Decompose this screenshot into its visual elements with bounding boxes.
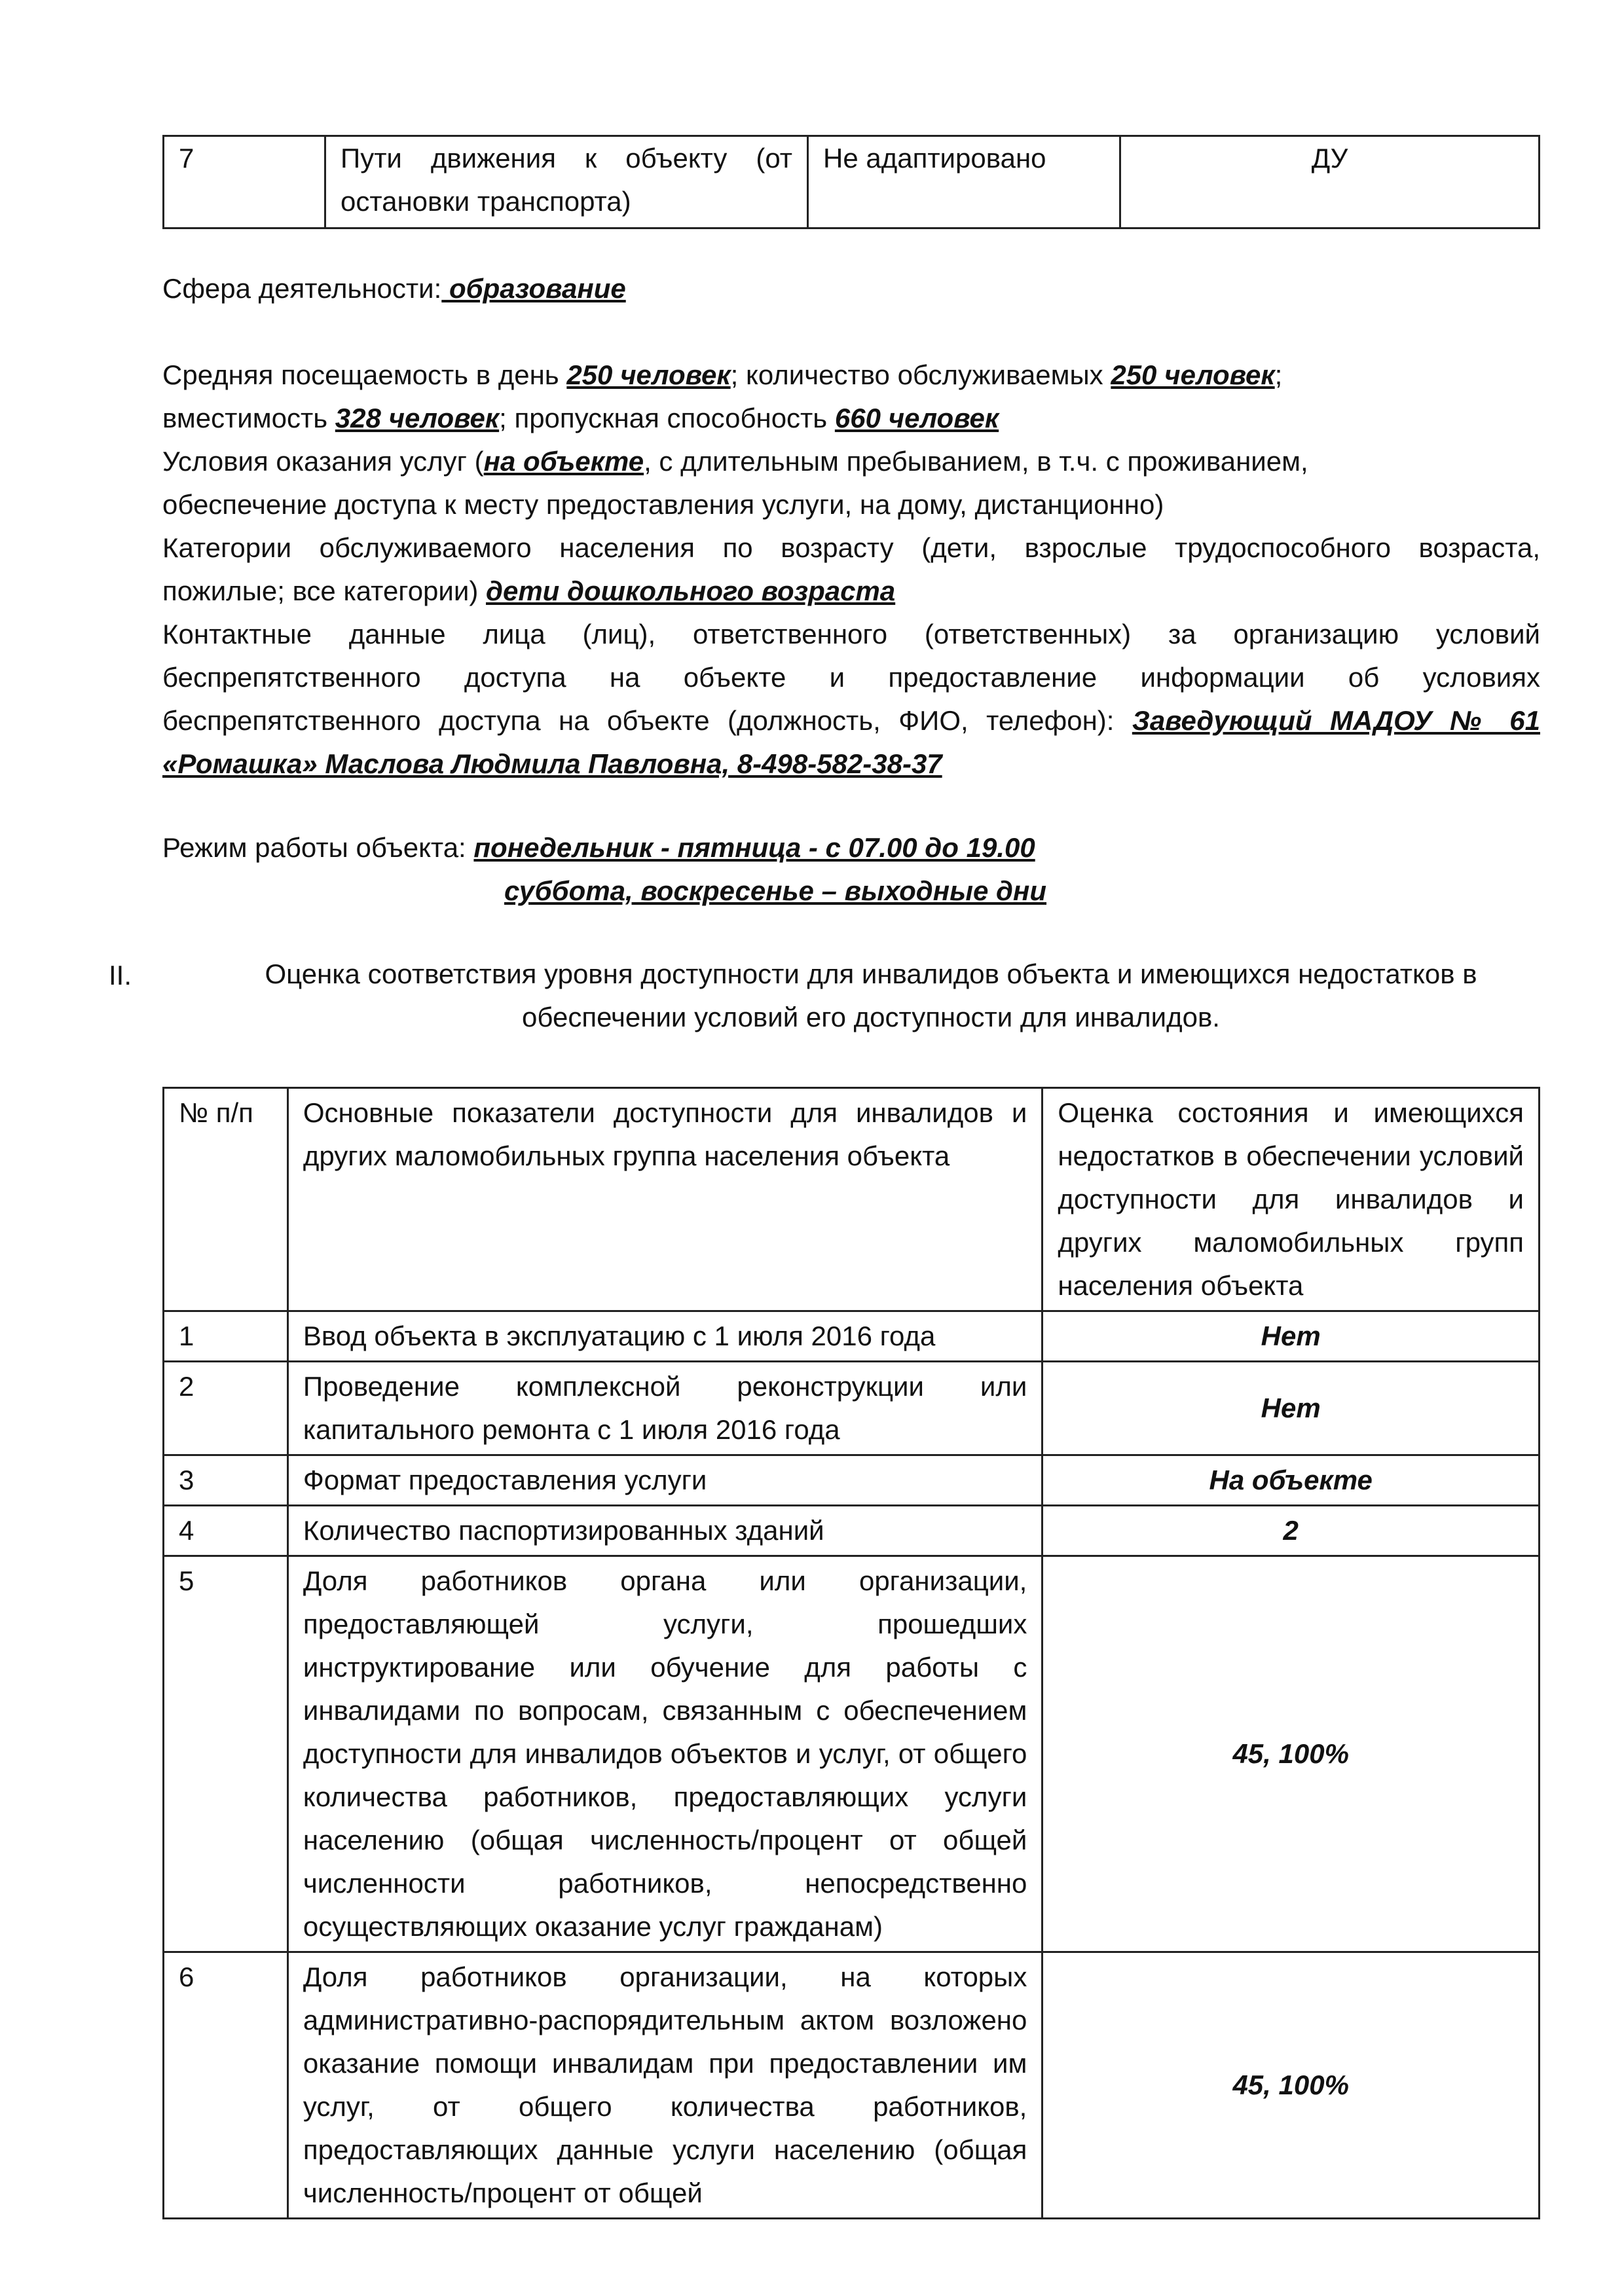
attendance-line	[162, 354, 1540, 397]
value: «Ромашка» Маслова Людмила Павловна, 8-498-582-38-37	[162, 748, 942, 779]
row-status: Не адаптировано	[808, 136, 1120, 228]
section-title: Оценка соответствия уровня доступности для инвалидов объекта и имеющихся недостатков в обеспечении условий его доступности для инвалидов.	[265, 958, 1477, 1032]
contacts-line-3	[162, 699, 1540, 742]
value: Заведующий МАДОУ № 61	[1132, 705, 1540, 736]
row-text: Доля работников организации, на которых административно-распорядительным актом возложено оказание помощи инвалидам при предоставлении им услуг, от общего количества работников, предоставляющих данные услуги населению (общая численность/процент от общей	[287, 1952, 1042, 2219]
categories-line: Категории обслуживаемого населения по возрасту (дети, взрослые трудоспособного возраста,	[162, 532, 1540, 563]
contacts-line-4	[162, 742, 1540, 786]
sphere-label: Сфера деятельности:	[162, 273, 442, 304]
table-header-row	[164, 1088, 1540, 1311]
value: 250 человек	[1111, 359, 1275, 390]
row-num: 1	[164, 1311, 288, 1362]
accessibility-table	[162, 1087, 1540, 2219]
table-row	[164, 1506, 1540, 1556]
schedule-line-2	[162, 869, 1540, 913]
row-name: Пути движения к объекту (от остановки транспорта)	[325, 136, 808, 228]
conditions-line-2: обеспечение доступа к месту предоставления услуги, на дому, дистанционно)	[162, 489, 1164, 520]
header-num: № п/п	[164, 1088, 288, 1311]
row-num: 4	[164, 1506, 288, 1556]
row-value: Нет	[1043, 1311, 1540, 1362]
text: вместимость	[162, 403, 335, 433]
row-text: Доля работников органа или организации, предоставляющей услуги, прошедших инструктирование или обучение для работы с инвалидами по вопросам, связанным с обеспечением доступности для инвалидов объектов и услуг, от общего количества работников, предоставляющих услуги населению (общая численность/процент от общей численности работников, непосредственно осуществляющих оказание услуг гражданам)	[287, 1556, 1042, 1952]
table-row	[164, 1311, 1540, 1362]
text: ; пропускная способность	[499, 403, 835, 433]
row-num: 2	[164, 1362, 288, 1455]
sphere-value: образование	[441, 273, 626, 304]
schedule-weekend: суббота, воскресенье – выходные дни	[504, 875, 1047, 906]
table-row	[164, 136, 1540, 228]
categories-line-2	[162, 570, 1540, 613]
conditions-line	[162, 440, 1540, 483]
row-value: 45, 100%	[1043, 1952, 1540, 2219]
text: , с длительным пребыванием, в т.ч. с проживанием,	[644, 446, 1308, 477]
row-value: 2	[1043, 1506, 1540, 1556]
table-row	[164, 1362, 1540, 1455]
header-indicator: Основные показатели доступности для инвалидов и других маломобильных группа населения объекта	[287, 1088, 1042, 1311]
capacity-line	[162, 397, 1540, 440]
row-text: Количество паспортизированных зданий	[287, 1506, 1042, 1556]
text: Средняя посещаемость в день	[162, 359, 567, 390]
section-number: II.	[109, 960, 132, 991]
header-assessment: Оценка состояния и имеющихся недостатков в обеспечении условий доступности для инвалидов и других маломобильных групп населения объекта	[1043, 1088, 1540, 1311]
schedule-line	[162, 826, 1540, 869]
attendance-block	[162, 354, 1540, 786]
sphere-line	[162, 267, 1540, 310]
row-code: ДУ	[1120, 136, 1540, 228]
row-num: 5	[164, 1556, 288, 1952]
top-table	[162, 135, 1540, 229]
contacts-line-2: беспрепятственного доступа на объекте и предоставление информации об условиях	[162, 662, 1540, 693]
row-num: 6	[164, 1952, 288, 2219]
row-text: Ввод объекта в эксплуатацию с 1 июля 2016 года	[287, 1311, 1042, 1362]
contacts-line: Контактные данные лица (лиц), ответственного (ответственных) за организацию условий	[162, 619, 1540, 649]
value: на объекте	[483, 446, 644, 477]
text: Условия оказания услуг (	[162, 446, 484, 477]
value: 250 человек	[566, 359, 731, 390]
value: дети дошкольного возраста	[486, 575, 896, 606]
table-row	[164, 1952, 1540, 2219]
schedule-label: Режим работы объекта:	[162, 832, 474, 863]
row-value: На объекте	[1043, 1455, 1540, 1506]
table-row	[164, 1455, 1540, 1506]
text: пожилые; все категории)	[162, 575, 486, 606]
schedule-weekdays: понедельник - пятница - с 07.00 до 19.00	[473, 832, 1035, 863]
text: ; количество обслуживаемых	[730, 359, 1111, 390]
text: беспрепятственного доступа на объекте (должность, ФИО, телефон):	[162, 705, 1132, 736]
value: 328 человек	[335, 403, 500, 433]
schedule-block	[162, 826, 1540, 913]
text: ;	[1274, 359, 1283, 390]
row-value: Нет	[1043, 1362, 1540, 1455]
table-row	[164, 1556, 1540, 1952]
row-value: 45, 100%	[1043, 1556, 1540, 1952]
row-text: Формат предоставления услуги	[287, 1455, 1042, 1506]
value: 660 человек	[834, 403, 999, 433]
row-num: 3	[164, 1455, 288, 1506]
row-number: 7	[164, 136, 325, 228]
row-text: Проведение комплексной реконструкции или капитального ремонта с 1 июля 2016 года	[287, 1362, 1042, 1455]
